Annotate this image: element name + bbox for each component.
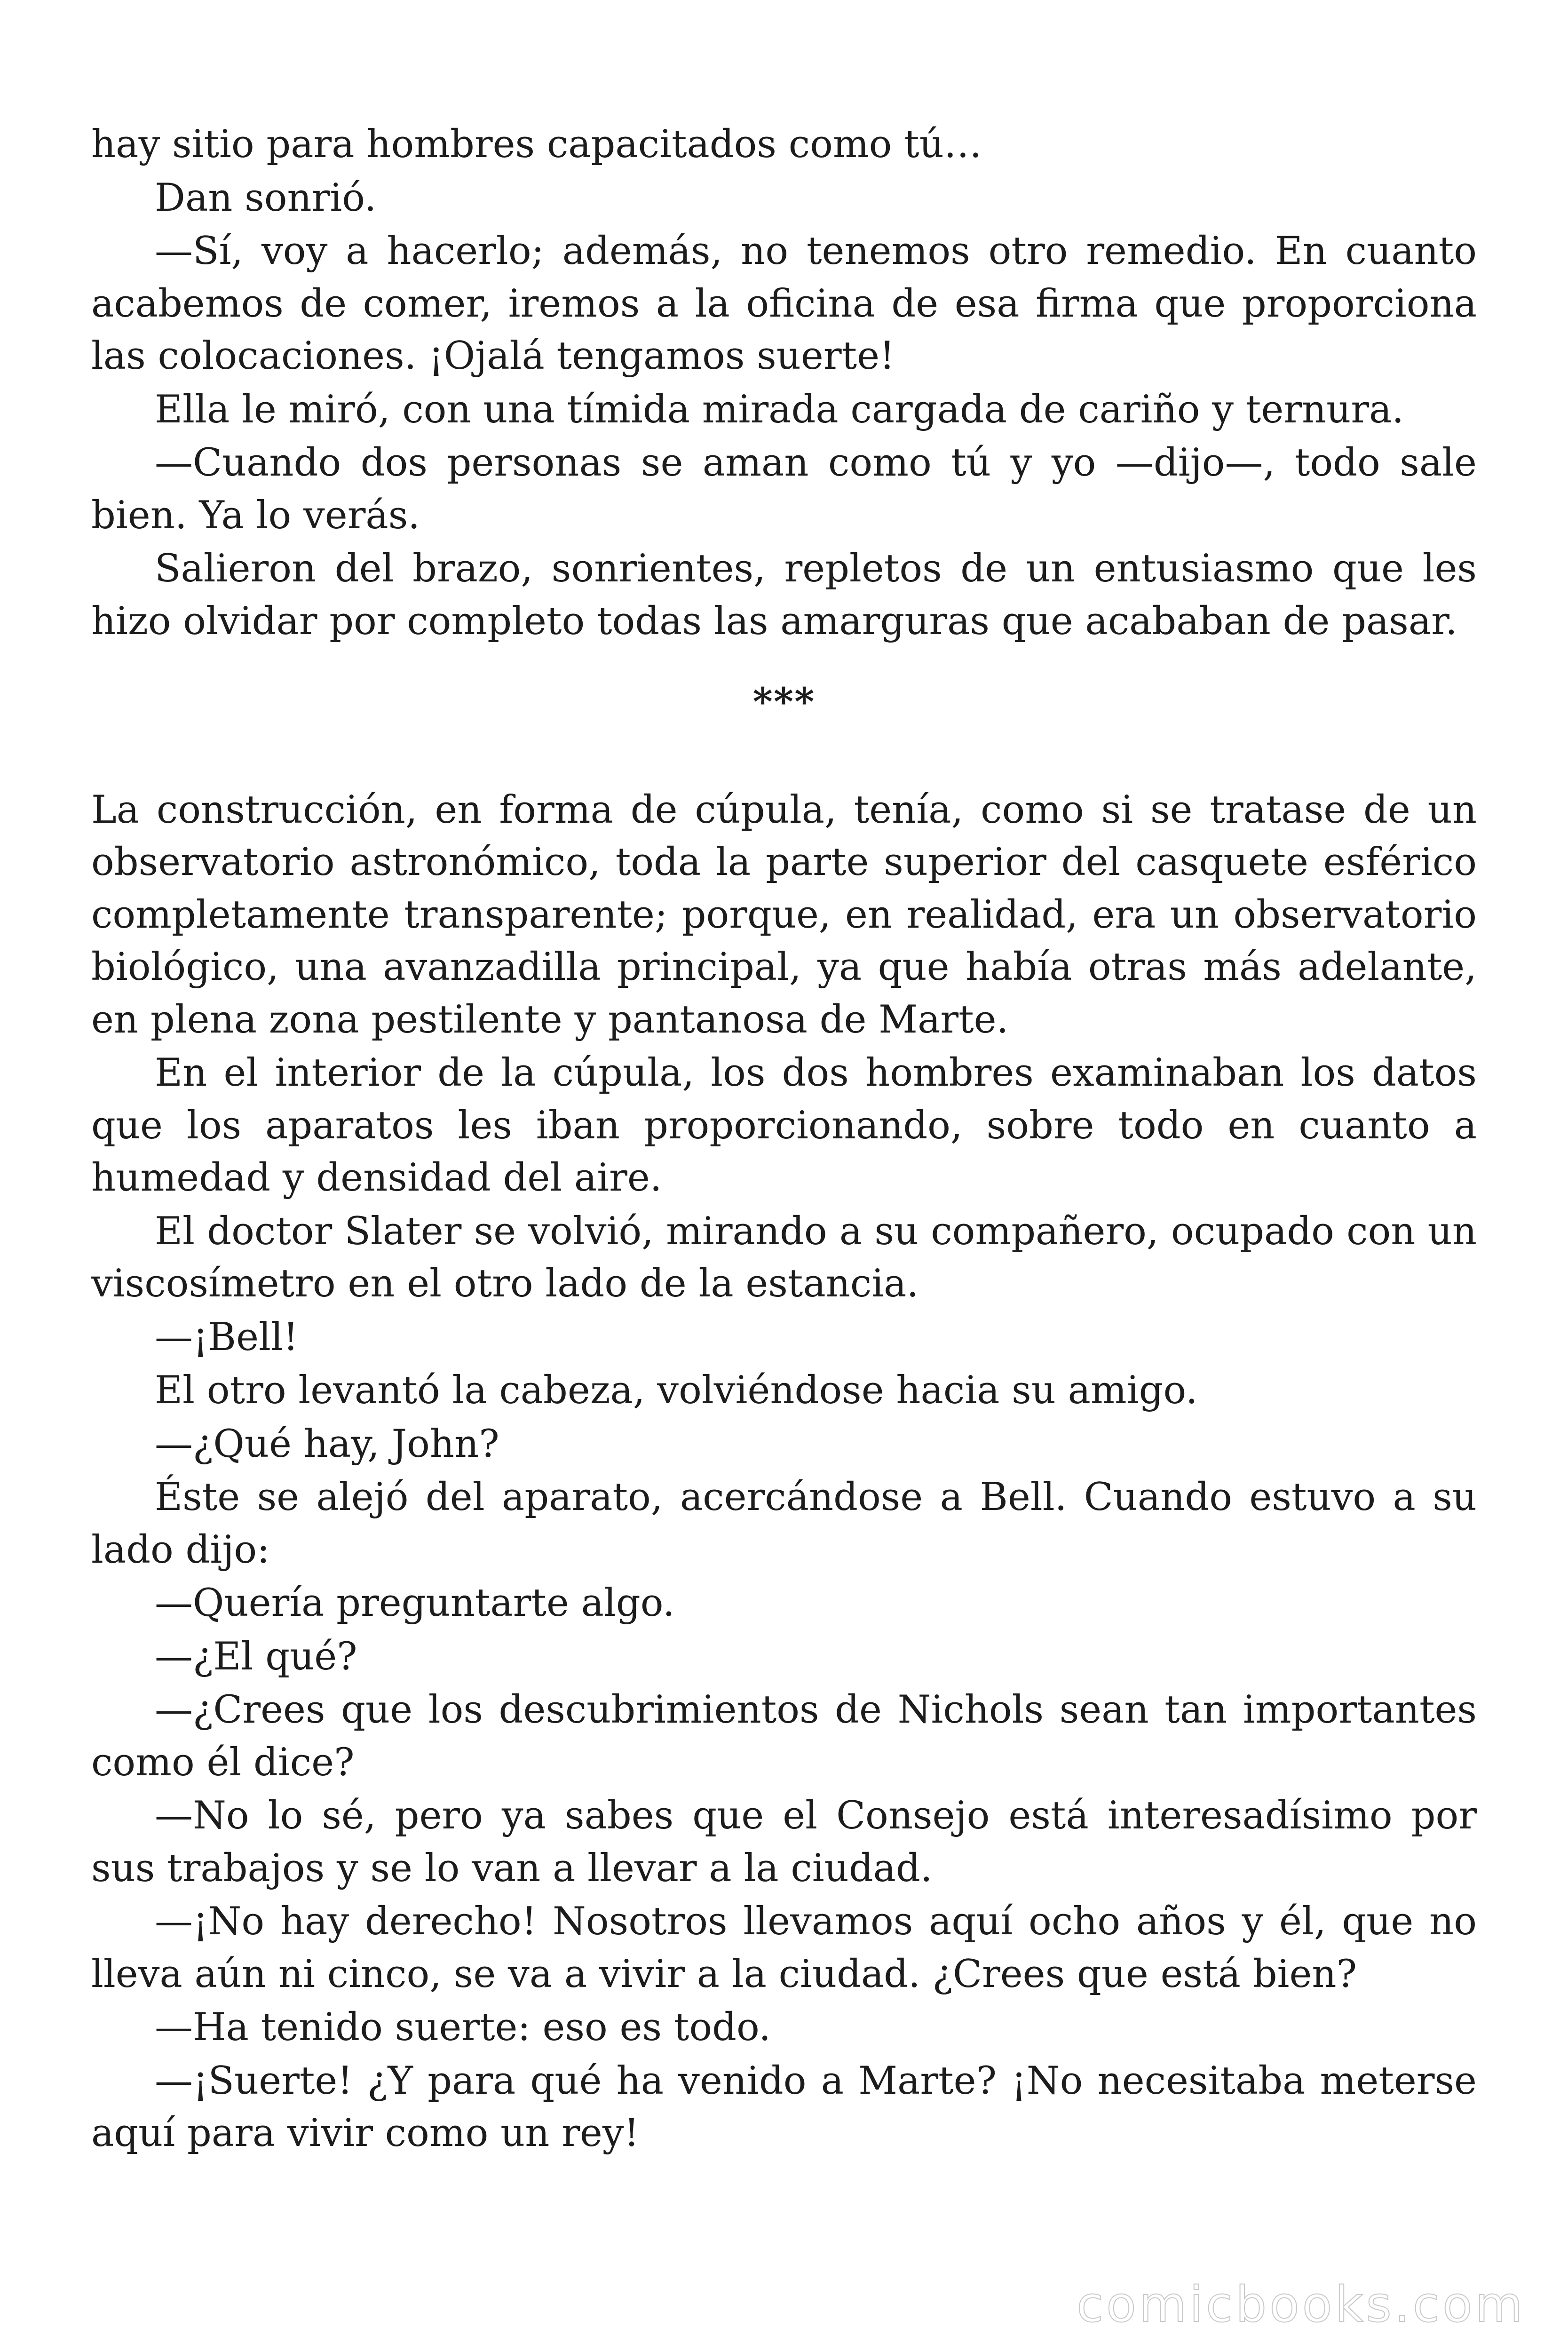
paragraph: —¿El qué?	[155, 1634, 357, 1679]
paragraph: —¡Bell!	[155, 1315, 299, 1359]
text-section-bottom	[91, 784, 1477, 2160]
paragraph: Salieron del brazo, sonrientes, repletos de un entusiasmo que les hizo olvidar por completo todas las amarguras que acababan de pasar.	[91, 547, 1477, 644]
section-separator: ***	[752, 680, 816, 724]
paragraph: —Sí, voy a hacerlo; además, no tenemos otro remedio. En cuanto acabemos de comer, iremos a la oficina de esa firma que proporciona las colocaciones. ¡Ojalá tengamos suerte!	[91, 229, 1477, 378]
paragraph: —¡No hay derecho! Nosotros llevamos aquí ocho años y él, que no lleva aún ni cinco, se va a vivir a la ciudad. ¿Crees que está bien?	[91, 1899, 1477, 1996]
paragraph: hay sitio para hombres capacitados como tú…	[91, 122, 982, 167]
document-page	[91, 119, 1477, 2161]
paragraph: Ella le miró, con una tímida mirada cargada de cariño y ternura.	[155, 387, 1404, 432]
paragraph: Éste se alejó del aparato, acercándose a Bell. Cuando estuvo a su lado dijo:	[91, 1475, 1477, 1572]
paragraph: —Cuando dos personas se aman como tú y yo —dijo—, todo sale bien. Ya lo verás.	[91, 441, 1477, 538]
text-section-top	[91, 119, 1477, 648]
paragraph: Dan sonrió.	[155, 175, 377, 220]
watermark-logo: comicbooks.com	[1076, 2276, 1526, 2333]
paragraph: —No lo sé, pero ya sabes que el Consejo está interesadísimo por sus trabajos y se lo van a llevar a la ciudad.	[91, 1794, 1477, 1891]
paragraph: En el interior de la cúpula, los dos hombres examinaban los datos que los aparatos les iban proporcionando, sobre todo en cuanto a humedad y densidad del aire.	[91, 1051, 1477, 1200]
paragraph: —¡Suerte! ¿Y para qué ha venido a Marte? ¡No necesitaba meterse aquí para vivir como un rey!	[91, 2058, 1477, 2155]
paragraph: El doctor Slater se volvió, mirando a su compañero, ocupado con un viscosímetro en el otro lado de la estancia.	[91, 1209, 1477, 1306]
paragraph: —Quería preguntarte algo.	[155, 1581, 675, 1625]
paragraph: El otro levantó la cabeza, volviéndose hacia su amigo.	[155, 1368, 1198, 1413]
paragraph: —Ha tenido suerte: eso es todo.	[155, 2005, 771, 2050]
paragraph: —¿Qué hay, John?	[155, 1422, 499, 1466]
paragraph: La construcción, en forma de cúpula, tenía, como si se tratase de un observatorio astronómico, toda la parte superior del casquete esférico completamente transparente; porque, en realidad, era un observatorio biológico, una avanzadilla principal, ya que había otras más adelante, en plena zona pestilente y pantanosa de Marte.	[91, 787, 1477, 1042]
paragraph: —¿Crees que los descubrimientos de Nichols sean tan importantes como él dice?	[91, 1688, 1477, 1785]
